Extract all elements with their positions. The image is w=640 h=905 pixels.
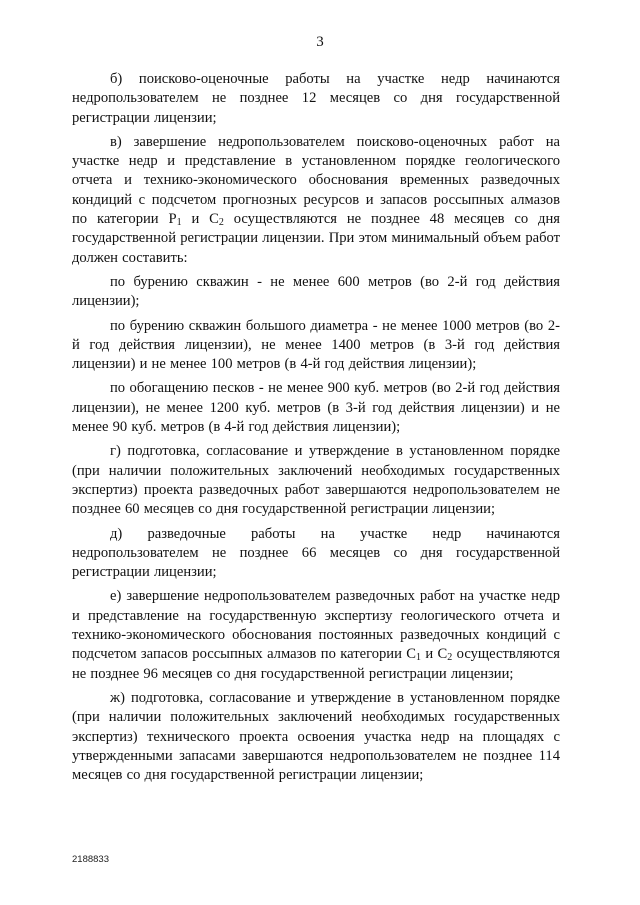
- paragraph-zh: ж) подготовка, согласование и утверждение в установленном порядке (при наличии положительных заключений необходимых государственных экспертиз) технического проекта освоения участка недр на площадях с утвержденными запасами завершаются недропользователем не позднее 114 месяцев со дня государственной регистрации лицензии;: [72, 689, 560, 784]
- subscript-c2-e: 2: [447, 652, 453, 664]
- paragraph-e-text-1: е) завершение недропользователем разведочных работ на участке недр и представление на государственную экспертизу геологического отчета и технико-экономического обоснования постоянных разведочных кондиций с подсчетом запасов россыпных алмазов по категории C: [72, 588, 560, 663]
- subscript-c1: 1: [416, 652, 422, 664]
- paragraph-v-text-1: в) завершение недропользователем поисково-оценочных работ на участке недр и представление в установленном порядке геологического отчета и технико-экономического обоснования временных разведочных кондиций с подсчетом прогнозных ресурсов и запасов россыпных алмазов по категории P: [72, 133, 560, 228]
- paragraph-e-text-3: осуществляются не позднее 96 месяцев со дня государственной регистрации лицензии;: [72, 646, 560, 682]
- document-id: 2188833: [72, 854, 109, 865]
- subscript-c2: 2: [218, 217, 224, 229]
- paragraph-drilling: по бурению скважин - не менее 600 метров (во 2-й год действия лицензии);: [72, 273, 560, 310]
- paragraph-d: д) разведочные работы на участке недр начинаются недропользователем не позднее 66 месяцев со дня государственной регистрации лицензии;: [72, 525, 560, 581]
- paragraph-v-text-2: и C: [181, 211, 219, 228]
- paragraph-sand-enrichment: по обогащению песков - не менее 900 куб. метров (во 2-й год действия лицензии), не менее 1200 куб. метров (в 3-й год действия лицензии) и не менее 90 куб. метров (в 4-й год действия лицензии);: [72, 380, 560, 436]
- paragraph-g: г) подготовка, согласование и утверждение в установленном порядке (при наличии положительных заключений необходимых государственных экспертиз) проекта разведочных работ завершаются недропользователем не позднее 60 месяцев со дня государственной регистрации лицензии;: [72, 443, 560, 518]
- page-number: 3: [316, 34, 324, 50]
- paragraph-e: [72, 587, 560, 683]
- paragraph-v: [72, 133, 560, 268]
- paragraph-v-text-3: осуществляются не позднее 48 месяцев со дня государственной регистрации лицензии. При этом минимальный объем работ должен составить:: [72, 211, 560, 266]
- paragraph-b: б) поисково-оценочные работы на участке недр начинаются недропользователем не позднее 12 месяцев со дня государственной регистрации лицензии;: [72, 71, 560, 126]
- subscript-p1: 1: [176, 217, 182, 229]
- document-body: [72, 70, 560, 790]
- paragraph-e-text-2: и C: [421, 646, 448, 663]
- paragraph-large-diameter: по бурению скважин большого диаметра - не менее 1000 метров (во 2-й год действия лицензии), не менее 1400 метров (в 3-й год действия лицензии) и не менее 100 метров (в 4-й год действия лицензии);: [72, 317, 560, 373]
